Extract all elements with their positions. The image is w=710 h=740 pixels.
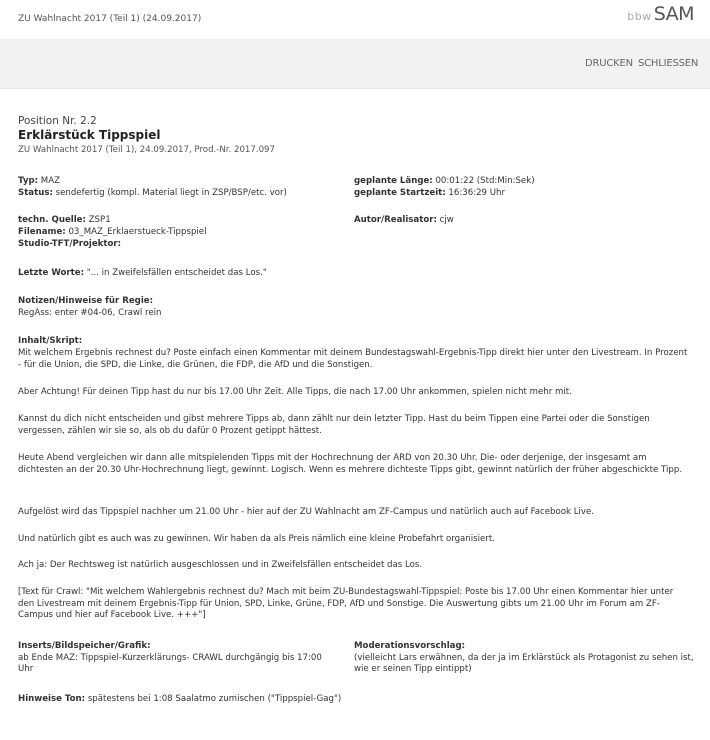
logo-wordmark: SAM (653, 3, 694, 25)
inserts-section (18, 641, 336, 676)
field-autor (354, 215, 454, 227)
section-label: Inserts/Bildspeicher/Grafik: (18, 641, 151, 651)
section-text: (vielleicht Lars erwähnen, da der ja im Erklärstück als Protagonist zu sehen ist, wie er seinen Tipp eintippt) (354, 652, 694, 675)
script-paragraph-2: Aber Achtung! Für deinen Tipp hast du nur bis 17.00 Uhr Zeit. Alle Tipps, die nach 17.00 Uhr ankommen, spielen nicht mehr mit. (18, 387, 572, 397)
section-text: ab Ende MAZ: Tippspiel-Kurzerklärungs- CRAWL durchgängig bis 17:00 Uhr (18, 652, 322, 675)
print-button[interactable]: DRUCKEN (585, 58, 633, 69)
field-value: 16:36:29 Uhr (448, 188, 506, 198)
field-value: sendefertig (kompl. Material liegt in ZSP/BSP/etc. vor) (55, 188, 287, 198)
top-bar (0, 0, 710, 39)
close-button[interactable]: SCHLIESSEN (638, 58, 699, 69)
moderation-section (354, 641, 694, 676)
section-text: spätestens bei 1:08 Saalatmo zumischen ("Tippspiel-Gag") (87, 694, 342, 704)
section-text: RegAss: enter #04-06, Crawl rein (18, 307, 162, 318)
logo-prefix: bbw (627, 10, 652, 23)
section-label: Notizen/Hinweise für Regie: (18, 296, 154, 306)
script-section (18, 336, 690, 348)
field-studio (18, 239, 121, 251)
field-typ (18, 176, 60, 188)
script-paragraph-7: Ach ja: Der Rechtsweg ist natürlich ausgeschlossen und in Zweifelsfällen entscheidet das Los. (18, 560, 423, 570)
field-label: techn. Quelle: (18, 215, 86, 225)
field-label: Status: (18, 188, 53, 198)
script-paragraph-6: Und natürlich gibt es auch was zu gewinnen. Wir haben da als Preis nämlich eine kleine Probefahrt organisiert. (18, 534, 495, 544)
field-value: 03_MAZ_Erklaerstueck-Tippspiel (68, 227, 207, 237)
logo (627, 3, 694, 31)
section-label: Moderationsvorschlag: (354, 641, 466, 651)
field-value: ZSP1 (88, 215, 111, 225)
script-paragraph-4: Heute Abend vergleichen wir dann alle mitspielenden Tipps mit der Hochrechnung der ARD von 20.30 Uhr. Die- oder derjenige, der insgesamt am dichtesten an der 20.30 Uhr-Hochrechnung liegt, gewinnt. Logisch. Wenn es mehrere dichteste Tipps gibt, gewinnt natürlich der früher abgeschickte Tipp. (18, 453, 683, 475)
field-value: 00:01:22 (Std:Min:Sek) (435, 176, 535, 186)
field-letzte-worte (18, 268, 267, 280)
crawl-text: [Text für Crawl: "Mit welchem Wahlergebnis rechnest du? Mach mit beim ZU-Bundestagswahl-Tippspiel: Poste bis 17.00 Uhr einen Kommentar hier unter den Livestream mit deinem Ergebnis-Tipp für Union, SPD, Linke, Grüne, FDP, AfD und Sonstige. Die Auswertung gibts um 21.00 Uhr im Forum am ZF-Campus und hier auf Facebook Live. +++"] (18, 587, 674, 621)
field-value: MAZ (40, 176, 60, 186)
field-startzeit (354, 188, 505, 200)
toolbar (0, 39, 710, 89)
section-label: Hinweise Ton: (18, 694, 86, 704)
script-paragraph-5: Aufgelöst wird das Tippspiel nachher um 21.00 Uhr - hier auf der ZU Wahlnacht am ZF-Campus und natürlich auch auf Facebook Live. (18, 507, 594, 517)
field-label: geplante Startzeit: (354, 188, 446, 198)
field-filename (18, 227, 206, 239)
field-value: cjw (439, 215, 454, 225)
production-info: ZU Wahlnacht 2017 (Teil 1), 24.09.2017, Prod.-Nr. 2017.097 (18, 145, 275, 155)
field-label: Autor/Realisator: (354, 215, 437, 225)
field-label: Typ: (18, 176, 39, 186)
field-status (18, 188, 287, 200)
header-block (18, 115, 690, 156)
ton-section (18, 694, 341, 706)
field-value: "... in Zweifelsfällen entscheidet das Los." (86, 268, 267, 278)
field-label: Letzte Worte: (18, 268, 85, 278)
field-label: Studio-TFT/Projektor: (18, 239, 122, 249)
page-title: Erklärstück Tippspiel (18, 128, 161, 142)
field-quelle (18, 215, 111, 227)
script-paragraph-3: Kannst du dich nicht entscheiden und gibst mehrere Tipps ab, dann zählt nur dein letzter Tipp. Hast du beim Tippen eine Partei oder die Sonstigen vergessen, zählen wir sie so, als ob du dafür 0 Prozent getippt hättest. (18, 414, 650, 436)
position-number: Position Nr. 2.2 (18, 115, 97, 127)
field-label: geplante Länge: (354, 176, 433, 186)
field-laenge (354, 176, 535, 188)
field-label: Filename: (18, 227, 66, 237)
notes-section (18, 296, 690, 319)
document-title: ZU Wahlnacht 2017 (Teil 1) (24.09.2017) (18, 14, 202, 24)
script-paragraph-1: Mit welchem Ergebnis rechnest du? Poste einfach einen Kommentar mit deinem Bundestagswahl-Ergebnis-Tipp direkt hier unter den Livestream. In Prozent - für die Union, die SPD, die Linke, die Grünen, die FDP, die AfD und die Sonstigen. (18, 348, 688, 370)
section-label: Inhalt/Skript: (18, 336, 83, 346)
